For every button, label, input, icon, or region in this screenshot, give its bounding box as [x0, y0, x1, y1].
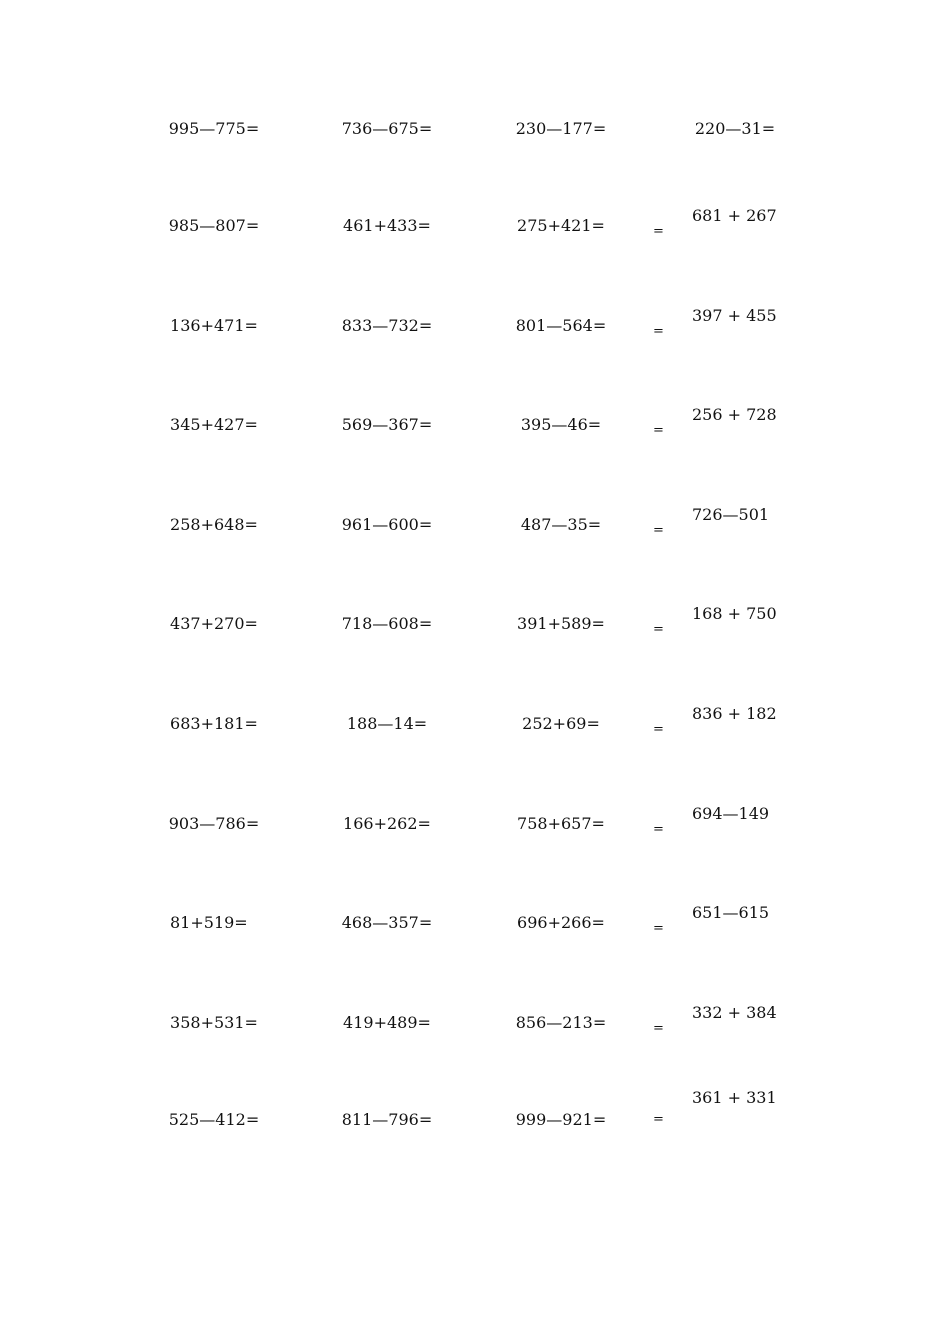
- problem-col-4-equals: =: [653, 622, 664, 637]
- problem-row-11: [0, 1088, 950, 1169]
- problem-row-8: [0, 804, 950, 873]
- problem-col-1: 525—412=: [168, 1110, 260, 1129]
- problem-row-7: [0, 704, 950, 773]
- problem-col-3: 487—35=: [520, 515, 602, 534]
- problem-col-1: 903—786=: [168, 814, 260, 833]
- problem-col-4-equals: =: [653, 921, 664, 936]
- problem-col-3: 395—46=: [520, 415, 602, 434]
- problem-col-4-equals: =: [653, 324, 664, 339]
- problem-col-4-equals: =: [653, 224, 664, 239]
- problem-col-3: 856—213=: [515, 1013, 607, 1032]
- problem-col-3: 696+266=: [517, 913, 605, 932]
- problem-col-1: 985—807=: [168, 216, 260, 235]
- problem-row-1: [0, 118, 950, 178]
- problem-col-3: 801—564=: [515, 316, 607, 335]
- problem-row-9: [0, 903, 950, 972]
- problem-col-4-equals: =: [653, 523, 664, 538]
- problem-col-4-expression: 836 + 182: [692, 704, 777, 723]
- problem-col-2: 461+433=: [343, 216, 431, 235]
- problem-row-5: [0, 505, 950, 574]
- problem-col-4-expression: 397 + 455: [692, 306, 777, 325]
- problem-col-1: 136+471=: [170, 316, 258, 335]
- problem-col-2: 419+489=: [343, 1013, 431, 1032]
- problem-col-4-expression: 681 + 267: [692, 206, 777, 225]
- problem-col-4-equals: =: [653, 722, 664, 737]
- problem-col-3: 391+589=: [517, 614, 605, 633]
- problem-col-4-equals: =: [653, 822, 664, 837]
- problem-row-10: [0, 1003, 950, 1072]
- problem-col-2: 569—367=: [341, 415, 433, 434]
- problem-col-4-expression: 694—149: [692, 804, 770, 823]
- problem-col-4-equals: =: [653, 1021, 664, 1036]
- problem-col-4-expression: 256 + 728: [692, 405, 777, 424]
- problem-row-3: [0, 306, 950, 375]
- problem-col-2: 811—796=: [341, 1110, 433, 1129]
- problem-col-1: 437+270=: [170, 614, 258, 633]
- problem-col-2: 961—600=: [341, 515, 433, 534]
- problem-col-4-expression: 361 + 331: [692, 1088, 777, 1107]
- problem-row-4: [0, 405, 950, 474]
- problem-row-6: [0, 604, 950, 673]
- problem-col-4-expression: 332 + 384: [692, 1003, 777, 1022]
- problem-col-2: 833—732=: [341, 316, 433, 335]
- problem-col-3: 252+69=: [522, 714, 600, 733]
- problem-col-3: 230—177=: [515, 119, 607, 138]
- problem-col-4-equals: =: [653, 1112, 664, 1127]
- problem-col-1: 258+648=: [170, 515, 258, 534]
- problem-col-2: 166+262=: [343, 814, 431, 833]
- problem-col-3: 758+657=: [517, 814, 605, 833]
- problem-col-2: 188—14=: [346, 714, 428, 733]
- problem-col-1: 683+181=: [170, 714, 258, 733]
- problem-col-3: 275+421=: [517, 216, 605, 235]
- problem-col-2: 736—675=: [341, 119, 433, 138]
- problem-col-2: 468—357=: [341, 913, 433, 932]
- problem-col-4-expression: 726—501: [692, 505, 770, 524]
- problem-col-3: 999—921=: [515, 1110, 607, 1129]
- problem-col-4-expression: 168 + 750: [692, 604, 777, 623]
- problem-col-1: 358+531=: [170, 1013, 258, 1032]
- problem-col-4-expression: 651—615: [692, 903, 770, 922]
- problem-row-2: [0, 206, 950, 275]
- problem-col-1: 345+427=: [170, 415, 258, 434]
- problem-col-4: 220—31=: [694, 119, 776, 138]
- problem-col-4-equals: =: [653, 423, 664, 438]
- problem-col-1: 81+519=: [170, 913, 248, 932]
- problem-col-1: 995—775=: [168, 119, 260, 138]
- problem-col-2: 718—608=: [341, 614, 433, 633]
